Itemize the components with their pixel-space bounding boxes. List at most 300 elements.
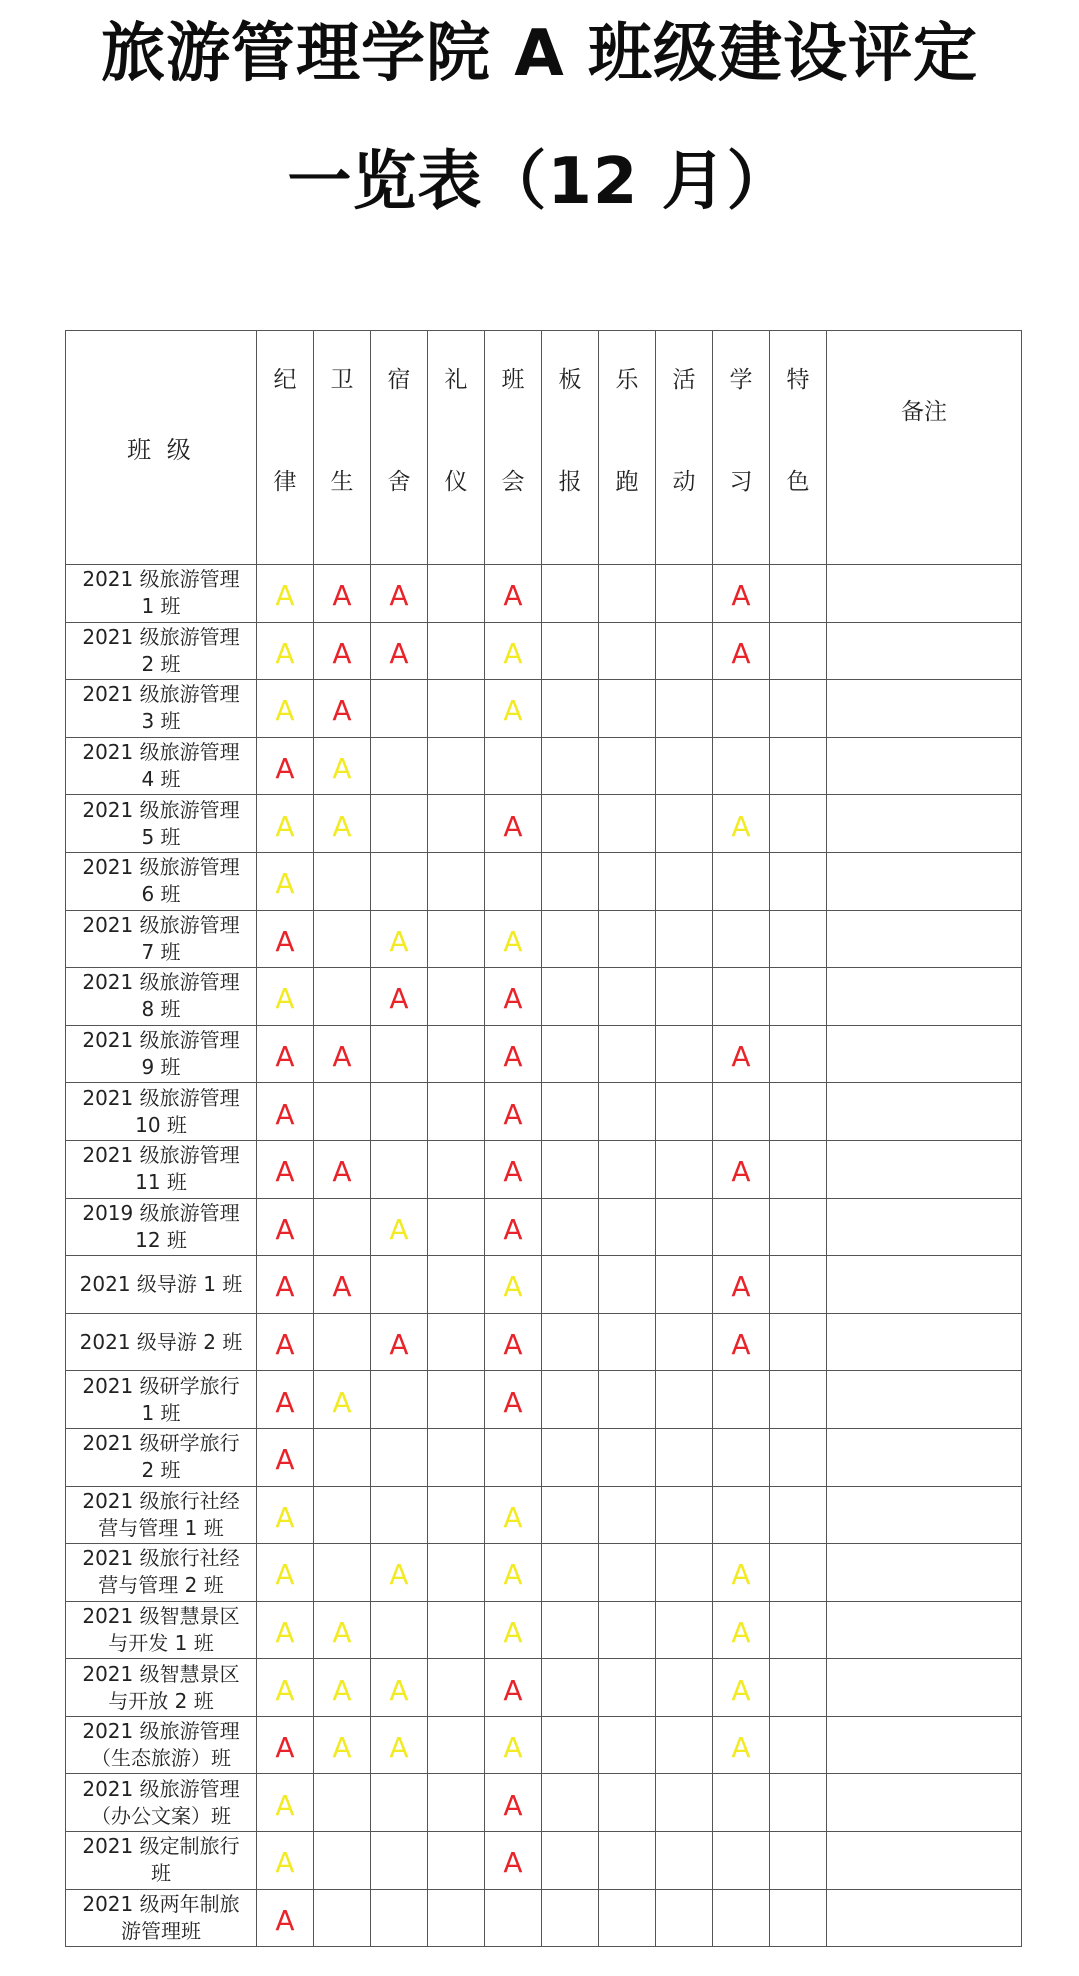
header-category-top-char: 特 bbox=[786, 367, 810, 393]
class-name-line: 10 班 bbox=[135, 1112, 187, 1137]
table-row bbox=[66, 968, 1022, 1026]
rating-cell-7 bbox=[656, 1832, 713, 1890]
rating-cell-9 bbox=[770, 968, 827, 1026]
table-row bbox=[66, 622, 1022, 680]
class-name-cell bbox=[66, 1601, 257, 1659]
header-category-bottom-char: 律 bbox=[273, 469, 297, 495]
rating-cell-2 bbox=[371, 852, 428, 910]
rating-cell-0 bbox=[257, 1544, 314, 1602]
class-name-line: 2021 级旅游管理 bbox=[82, 740, 240, 765]
rating-cell-7 bbox=[656, 622, 713, 680]
rating-cell-9 bbox=[770, 1889, 827, 1947]
rating-cell-5 bbox=[542, 1716, 599, 1774]
rating-cell-9 bbox=[770, 1313, 827, 1371]
rating-a-red: A bbox=[731, 1155, 751, 1189]
rating-a-yellow: A bbox=[389, 1731, 409, 1765]
rating-a-yellow: A bbox=[503, 1731, 523, 1765]
rating-cell-2 bbox=[371, 1774, 428, 1832]
rating-cell-6 bbox=[599, 795, 656, 853]
rating-cell-0 bbox=[257, 968, 314, 1026]
rating-cell-3 bbox=[428, 1601, 485, 1659]
rating-cell-5 bbox=[542, 1198, 599, 1256]
rating-cell-3 bbox=[428, 1774, 485, 1832]
class-name-line: 8 班 bbox=[141, 997, 181, 1022]
rating-a-red: A bbox=[332, 1155, 352, 1189]
rating-cell-4 bbox=[485, 1486, 542, 1544]
class-name-cell bbox=[66, 1313, 257, 1371]
rating-cell-1 bbox=[314, 1198, 371, 1256]
class-name-cell bbox=[66, 565, 257, 623]
remark-cell bbox=[827, 737, 1022, 795]
rating-cell-8 bbox=[713, 1716, 770, 1774]
table-row bbox=[66, 1889, 1022, 1947]
page-title-line2: 一览表（12 月） bbox=[287, 145, 792, 219]
class-name-line: （生态旅游）班 bbox=[91, 1746, 231, 1771]
rating-a-yellow: A bbox=[275, 982, 295, 1016]
class-name-line: 2021 级旅游管理 bbox=[82, 855, 240, 880]
rating-cell-4 bbox=[485, 737, 542, 795]
rating-cell-5 bbox=[542, 1256, 599, 1314]
rating-cell-1 bbox=[314, 1025, 371, 1083]
table-row bbox=[66, 1256, 1022, 1314]
rating-a-yellow: A bbox=[731, 1615, 751, 1649]
class-name-line: 2021 级研学旅行 bbox=[82, 1373, 240, 1398]
class-name-cell bbox=[66, 1659, 257, 1717]
remark-cell bbox=[827, 1140, 1022, 1198]
class-name-cell bbox=[66, 1083, 257, 1141]
rating-cell-8 bbox=[713, 795, 770, 853]
table-row bbox=[66, 910, 1022, 968]
rating-cell-5 bbox=[542, 1428, 599, 1486]
rating-cell-0 bbox=[257, 852, 314, 910]
class-name-cell bbox=[66, 1889, 257, 1947]
table-row bbox=[66, 565, 1022, 623]
rating-cell-4 bbox=[485, 565, 542, 623]
remark-cell bbox=[827, 1256, 1022, 1314]
header-category-top-char: 礼 bbox=[444, 367, 468, 393]
rating-cell-0 bbox=[257, 1371, 314, 1429]
remark-cell bbox=[827, 1486, 1022, 1544]
table-row bbox=[66, 1774, 1022, 1832]
header-category-bottom-char: 会 bbox=[501, 469, 525, 495]
rating-cell-7 bbox=[656, 737, 713, 795]
rating-cell-3 bbox=[428, 1659, 485, 1717]
rating-a-red: A bbox=[731, 1270, 751, 1304]
rating-cell-7 bbox=[656, 1025, 713, 1083]
rating-cell-5 bbox=[542, 737, 599, 795]
rating-cell-2 bbox=[371, 1198, 428, 1256]
rating-cell-1 bbox=[314, 1140, 371, 1198]
table-row bbox=[66, 1659, 1022, 1717]
rating-cell-6 bbox=[599, 1428, 656, 1486]
rating-cell-2 bbox=[371, 1256, 428, 1314]
rating-a-yellow: A bbox=[275, 1673, 295, 1707]
rating-cell-1 bbox=[314, 968, 371, 1026]
rating-cell-4 bbox=[485, 1889, 542, 1947]
table-row bbox=[66, 737, 1022, 795]
rating-a-red: A bbox=[731, 636, 751, 670]
rating-cell-6 bbox=[599, 1025, 656, 1083]
rating-cell-3 bbox=[428, 565, 485, 623]
rating-cell-5 bbox=[542, 1025, 599, 1083]
class-name-cell bbox=[66, 1256, 257, 1314]
header-category-top-char: 卫 bbox=[330, 367, 354, 393]
rating-cell-7 bbox=[656, 1889, 713, 1947]
class-name-cell bbox=[66, 1371, 257, 1429]
rating-cell-2 bbox=[371, 1428, 428, 1486]
class-name-line: 游管理班 bbox=[121, 1918, 201, 1943]
table-row bbox=[66, 1140, 1022, 1198]
rating-cell-2 bbox=[371, 1716, 428, 1774]
class-name-line: 2021 级旅游管理 bbox=[82, 1085, 240, 1110]
class-name-line: 2021 级旅行社经 bbox=[82, 1546, 240, 1571]
table-row bbox=[66, 1198, 1022, 1256]
rating-cell-9 bbox=[770, 737, 827, 795]
rating-cell-2 bbox=[371, 1140, 428, 1198]
rating-cell-9 bbox=[770, 565, 827, 623]
rating-cell-4 bbox=[485, 1140, 542, 1198]
rating-cell-8 bbox=[713, 1083, 770, 1141]
rating-cell-9 bbox=[770, 1716, 827, 1774]
rating-cell-6 bbox=[599, 1544, 656, 1602]
class-name-cell bbox=[66, 852, 257, 910]
class-name-cell bbox=[66, 968, 257, 1026]
rating-cell-0 bbox=[257, 1198, 314, 1256]
class-name-cell bbox=[66, 1025, 257, 1083]
rating-cell-1 bbox=[314, 1428, 371, 1486]
remark-cell bbox=[827, 1889, 1022, 1947]
rating-cell-2 bbox=[371, 1601, 428, 1659]
rating-a-red: A bbox=[275, 1328, 295, 1362]
class-name-line: 2021 级导游 1 班 bbox=[79, 1271, 243, 1296]
rating-a-red: A bbox=[503, 982, 523, 1016]
rating-cell-7 bbox=[656, 1256, 713, 1314]
header-category-bottom-char: 跑 bbox=[615, 469, 639, 495]
rating-cell-0 bbox=[257, 1601, 314, 1659]
rating-cell-9 bbox=[770, 1659, 827, 1717]
rating-cell-6 bbox=[599, 622, 656, 680]
rating-cell-3 bbox=[428, 852, 485, 910]
rating-a-yellow: A bbox=[275, 867, 295, 901]
rating-cell-3 bbox=[428, 1140, 485, 1198]
rating-cell-9 bbox=[770, 1083, 827, 1141]
header-category-top-char: 板 bbox=[558, 367, 582, 393]
rating-a-red: A bbox=[275, 1155, 295, 1189]
rating-cell-5 bbox=[542, 1832, 599, 1890]
rating-cell-5 bbox=[542, 1486, 599, 1544]
rating-a-yellow: A bbox=[503, 1500, 523, 1534]
remark-cell bbox=[827, 1025, 1022, 1083]
rating-a-red: A bbox=[389, 579, 409, 613]
rating-cell-7 bbox=[656, 680, 713, 738]
rating-cell-1 bbox=[314, 565, 371, 623]
header-category-5 bbox=[542, 331, 599, 565]
rating-cell-4 bbox=[485, 1659, 542, 1717]
class-name-line: 12 班 bbox=[135, 1227, 187, 1252]
rating-a-red: A bbox=[275, 752, 295, 786]
remark-cell bbox=[827, 910, 1022, 968]
rating-cell-6 bbox=[599, 565, 656, 623]
rating-cell-1 bbox=[314, 795, 371, 853]
rating-cell-9 bbox=[770, 1832, 827, 1890]
class-name-line: 2021 级旅游管理 bbox=[82, 970, 240, 995]
rating-cell-4 bbox=[485, 1601, 542, 1659]
rating-cell-0 bbox=[257, 1659, 314, 1717]
header-category-bottom-char: 色 bbox=[786, 469, 810, 495]
rating-cell-8 bbox=[713, 1140, 770, 1198]
class-name-line: 2021 级研学旅行 bbox=[82, 1431, 240, 1456]
table-row bbox=[66, 1486, 1022, 1544]
rating-cell-9 bbox=[770, 910, 827, 968]
rating-a-yellow: A bbox=[332, 1385, 352, 1419]
rating-cell-7 bbox=[656, 1313, 713, 1371]
rating-a-red: A bbox=[503, 809, 523, 843]
rating-cell-8 bbox=[713, 968, 770, 1026]
rating-cell-8 bbox=[713, 1313, 770, 1371]
rating-cell-7 bbox=[656, 1083, 713, 1141]
rating-cell-3 bbox=[428, 680, 485, 738]
rating-cell-7 bbox=[656, 1140, 713, 1198]
rating-cell-8 bbox=[713, 1428, 770, 1486]
rating-cell-9 bbox=[770, 1256, 827, 1314]
class-name-line: 3 班 bbox=[141, 709, 181, 734]
rating-cell-7 bbox=[656, 565, 713, 623]
rating-cell-3 bbox=[428, 1544, 485, 1602]
rating-cell-5 bbox=[542, 852, 599, 910]
class-name-line: 11 班 bbox=[135, 1170, 187, 1195]
rating-a-yellow: A bbox=[389, 1558, 409, 1592]
rating-cell-7 bbox=[656, 852, 713, 910]
header-category-7 bbox=[656, 331, 713, 565]
rating-cell-4 bbox=[485, 622, 542, 680]
rating-cell-2 bbox=[371, 910, 428, 968]
rating-cell-1 bbox=[314, 1659, 371, 1717]
header-category-1 bbox=[314, 331, 371, 565]
rating-cell-6 bbox=[599, 910, 656, 968]
rating-cell-9 bbox=[770, 852, 827, 910]
rating-cell-4 bbox=[485, 1198, 542, 1256]
rating-a-red: A bbox=[503, 1328, 523, 1362]
rating-cell-8 bbox=[713, 1774, 770, 1832]
class-name-line: 4 班 bbox=[141, 767, 181, 792]
rating-cell-3 bbox=[428, 1083, 485, 1141]
rating-cell-7 bbox=[656, 1716, 713, 1774]
rating-cell-6 bbox=[599, 1256, 656, 1314]
rating-cell-0 bbox=[257, 1889, 314, 1947]
class-name-line: 营与管理 1 班 bbox=[98, 1515, 224, 1540]
rating-a-red: A bbox=[332, 636, 352, 670]
rating-cell-4 bbox=[485, 852, 542, 910]
rating-cell-8 bbox=[713, 1832, 770, 1890]
class-name-cell bbox=[66, 1486, 257, 1544]
rating-cell-6 bbox=[599, 1198, 656, 1256]
table-row bbox=[66, 852, 1022, 910]
rating-a-yellow: A bbox=[332, 809, 352, 843]
rating-a-yellow: A bbox=[503, 1558, 523, 1592]
class-name-line: 2021 级旅游管理 bbox=[82, 1719, 240, 1744]
rating-cell-0 bbox=[257, 680, 314, 738]
rating-a-red: A bbox=[332, 694, 352, 728]
rating-a-red: A bbox=[731, 579, 751, 613]
rating-cell-4 bbox=[485, 968, 542, 1026]
rating-cell-4 bbox=[485, 1774, 542, 1832]
rating-cell-4 bbox=[485, 1544, 542, 1602]
table-row bbox=[66, 1083, 1022, 1141]
remark-cell bbox=[827, 852, 1022, 910]
rating-a-yellow: A bbox=[332, 1615, 352, 1649]
rating-cell-9 bbox=[770, 1601, 827, 1659]
rating-cell-3 bbox=[428, 1486, 485, 1544]
rating-cell-0 bbox=[257, 1428, 314, 1486]
class-name-line: 2021 级旅游管理 bbox=[82, 912, 240, 937]
class-name-cell bbox=[66, 795, 257, 853]
rating-cell-6 bbox=[599, 1659, 656, 1717]
rating-cell-0 bbox=[257, 1025, 314, 1083]
header-category-top-char: 乐 bbox=[615, 367, 639, 393]
table-row bbox=[66, 1716, 1022, 1774]
rating-a-red: A bbox=[389, 636, 409, 670]
rating-cell-4 bbox=[485, 1083, 542, 1141]
rating-cell-3 bbox=[428, 1025, 485, 1083]
rating-cell-1 bbox=[314, 1601, 371, 1659]
rating-cell-6 bbox=[599, 1601, 656, 1659]
header-category-top-char: 班 bbox=[501, 367, 525, 393]
rating-cell-0 bbox=[257, 1716, 314, 1774]
table-row bbox=[66, 1371, 1022, 1429]
class-name-cell bbox=[66, 1774, 257, 1832]
rating-a-red: A bbox=[275, 1385, 295, 1419]
rating-cell-8 bbox=[713, 1486, 770, 1544]
rating-cell-1 bbox=[314, 1544, 371, 1602]
rating-cell-9 bbox=[770, 1774, 827, 1832]
class-name-line: 2021 级智慧景区 bbox=[82, 1661, 240, 1686]
rating-cell-0 bbox=[257, 1486, 314, 1544]
class-name-line: 2021 级旅行社经 bbox=[82, 1488, 240, 1513]
rating-cell-1 bbox=[314, 1889, 371, 1947]
rating-a-red: A bbox=[503, 1846, 523, 1880]
rating-cell-5 bbox=[542, 622, 599, 680]
rating-cell-9 bbox=[770, 680, 827, 738]
rating-a-yellow: A bbox=[503, 1270, 523, 1304]
rating-cell-4 bbox=[485, 1428, 542, 1486]
class-name-line: 6 班 bbox=[141, 882, 181, 907]
rating-a-yellow: A bbox=[332, 1731, 352, 1765]
rating-cell-9 bbox=[770, 1428, 827, 1486]
header-category-top-char: 纪 bbox=[273, 367, 297, 393]
rating-cell-7 bbox=[656, 1198, 713, 1256]
rating-cell-7 bbox=[656, 1428, 713, 1486]
rating-cell-5 bbox=[542, 565, 599, 623]
rating-a-red: A bbox=[731, 1040, 751, 1074]
rating-cell-8 bbox=[713, 1371, 770, 1429]
rating-cell-5 bbox=[542, 968, 599, 1026]
rating-a-yellow: A bbox=[731, 1731, 751, 1765]
rating-cell-8 bbox=[713, 910, 770, 968]
rating-a-yellow: A bbox=[731, 1558, 751, 1592]
class-name-line: 2021 级旅游管理 bbox=[82, 567, 240, 592]
header-category-bottom-char: 仪 bbox=[444, 469, 468, 495]
class-name-line: 2 班 bbox=[141, 651, 181, 676]
table-row bbox=[66, 1832, 1022, 1890]
remark-cell bbox=[827, 622, 1022, 680]
rating-a-red: A bbox=[332, 1270, 352, 1304]
rating-cell-2 bbox=[371, 1889, 428, 1947]
rating-a-red: A bbox=[275, 1731, 295, 1765]
rating-cell-9 bbox=[770, 795, 827, 853]
table-row bbox=[66, 795, 1022, 853]
class-name-line: 班 bbox=[151, 1861, 171, 1886]
class-name-cell bbox=[66, 680, 257, 738]
rating-cell-8 bbox=[713, 1601, 770, 1659]
class-name-line: 2 班 bbox=[141, 1458, 181, 1483]
table-row bbox=[66, 1601, 1022, 1659]
remark-cell bbox=[827, 1428, 1022, 1486]
rating-cell-7 bbox=[656, 1601, 713, 1659]
rating-cell-8 bbox=[713, 852, 770, 910]
rating-cell-6 bbox=[599, 680, 656, 738]
rating-cell-1 bbox=[314, 1486, 371, 1544]
class-name-line: 9 班 bbox=[141, 1055, 181, 1080]
rating-cell-0 bbox=[257, 622, 314, 680]
class-name-cell bbox=[66, 1716, 257, 1774]
rating-cell-1 bbox=[314, 680, 371, 738]
rating-cell-5 bbox=[542, 1313, 599, 1371]
rating-cell-6 bbox=[599, 1140, 656, 1198]
rating-cell-7 bbox=[656, 1774, 713, 1832]
table-body bbox=[66, 565, 1022, 1947]
header-category-0 bbox=[257, 331, 314, 565]
table-header-row bbox=[66, 331, 1022, 565]
header-category-2 bbox=[371, 331, 428, 565]
rating-cell-0 bbox=[257, 1083, 314, 1141]
rating-cell-5 bbox=[542, 910, 599, 968]
rating-cell-9 bbox=[770, 1025, 827, 1083]
rating-cell-2 bbox=[371, 1025, 428, 1083]
remark-cell bbox=[827, 1371, 1022, 1429]
class-name-cell bbox=[66, 622, 257, 680]
rating-a-red: A bbox=[503, 1673, 523, 1707]
rating-cell-1 bbox=[314, 737, 371, 795]
rating-cell-1 bbox=[314, 1256, 371, 1314]
class-name-cell bbox=[66, 910, 257, 968]
rating-a-red: A bbox=[503, 1097, 523, 1131]
class-name-line: 2021 级智慧景区 bbox=[82, 1603, 240, 1628]
rating-cell-3 bbox=[428, 910, 485, 968]
table-row bbox=[66, 1025, 1022, 1083]
rating-a-red: A bbox=[275, 1040, 295, 1074]
class-name-line: （办公文案）班 bbox=[91, 1803, 231, 1828]
class-name-line: 1 班 bbox=[141, 1400, 181, 1425]
rating-cell-4 bbox=[485, 1832, 542, 1890]
rating-a-red: A bbox=[503, 1155, 523, 1189]
rating-cell-8 bbox=[713, 622, 770, 680]
class-name-line: 5 班 bbox=[141, 824, 181, 849]
rating-cell-3 bbox=[428, 1716, 485, 1774]
rating-cell-3 bbox=[428, 1313, 485, 1371]
rating-cell-7 bbox=[656, 1659, 713, 1717]
rating-a-yellow: A bbox=[731, 809, 751, 843]
table-row bbox=[66, 1313, 1022, 1371]
rating-cell-0 bbox=[257, 1832, 314, 1890]
rating-cell-0 bbox=[257, 1256, 314, 1314]
rating-cell-8 bbox=[713, 1544, 770, 1602]
rating-cell-8 bbox=[713, 737, 770, 795]
class-name-line: 营与管理 2 班 bbox=[98, 1573, 224, 1598]
rating-a-yellow: A bbox=[503, 694, 523, 728]
rating-cell-7 bbox=[656, 1544, 713, 1602]
class-name-line: 1 班 bbox=[141, 594, 181, 619]
rating-a-red: A bbox=[389, 1328, 409, 1362]
